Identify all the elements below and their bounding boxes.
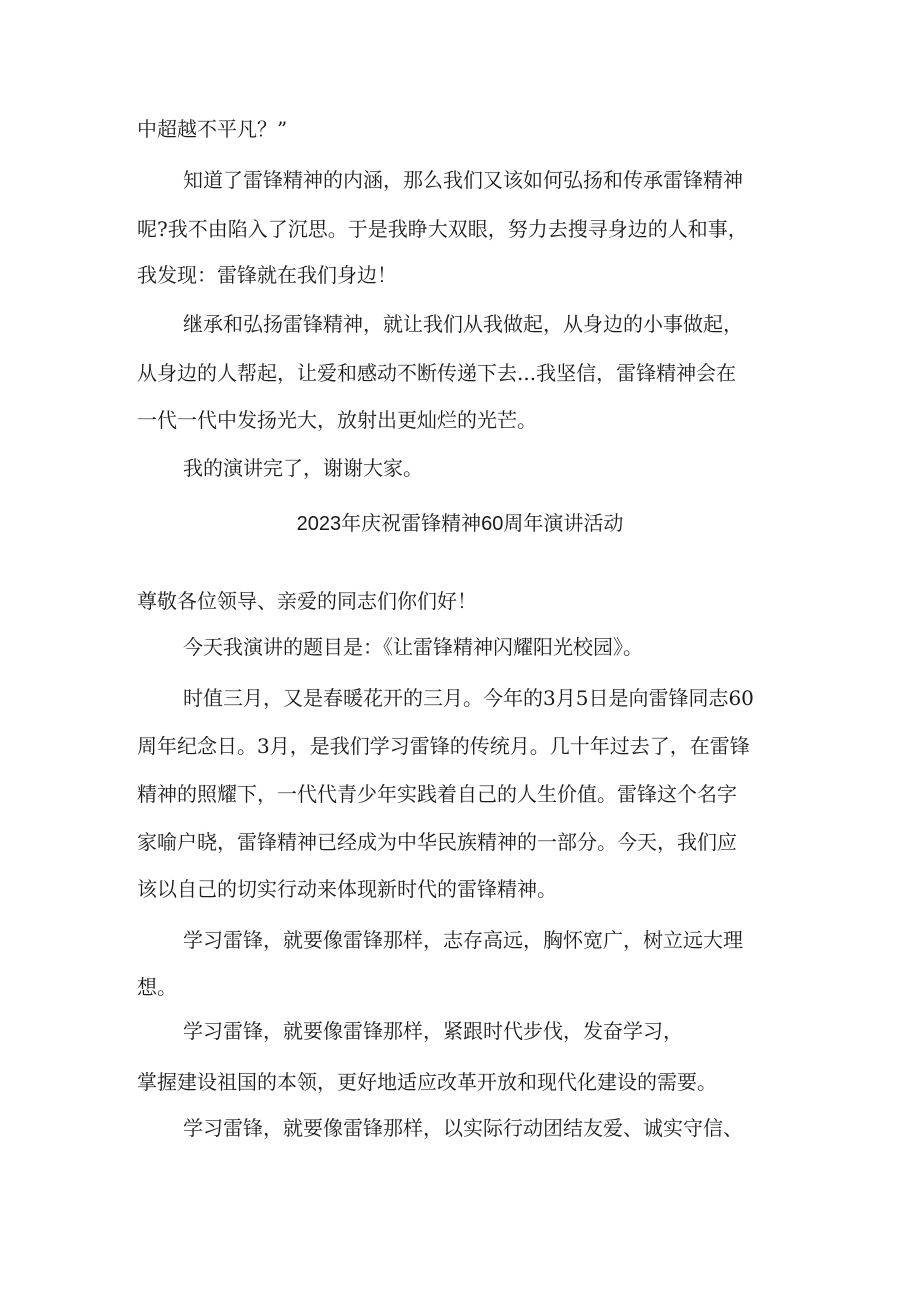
paragraph-line: 学习雷锋，就要像雷锋那样，紧跟时代步伐，发奋学习，: [183, 1019, 683, 1043]
paragraph-line: 一代一代中发扬光大，放射出更灿烂的光芒。: [137, 408, 537, 432]
paragraph-line: 想。: [137, 975, 177, 999]
paragraph-line: 今天我演讲的题目是：《让雷锋精神闪耀阳光校园》。: [183, 635, 643, 659]
paragraph-line: 家喻户晓，雷锋精神已经成为中华民族精神的一部分。今天，我们应: [137, 830, 737, 854]
paragraph-line: 从身边的人帮起，让爱和感动不断传递下去...我坚信，雷锋精神会在: [137, 361, 737, 385]
paragraph-line: 我发现：雷锋就在我们身边！: [137, 263, 397, 287]
paragraph-line: 中超越不平凡？”: [137, 117, 288, 141]
paragraph-line: 继承和弘扬雷锋精神，就让我们从我做起，从身边的小事做起，: [183, 312, 743, 336]
paragraph-line: 我的演讲完了，谢谢大家。: [183, 456, 423, 480]
paragraph-line: 掌握建设祖国的本领，更好地适应改革开放和现代化建设的需要。: [137, 1070, 717, 1094]
paragraph-line: 该以自己的切实行动来体现新时代的雷锋精神。: [137, 877, 557, 901]
paragraph-line: 精神的照耀下，一代代青少年实践着自己的人生价值。雷锋这个名字: [137, 782, 737, 806]
greeting-line: 尊敬各位领导、亲爱的同志们你们好！: [137, 589, 477, 613]
paragraph-line: 知道了雷锋精神的内涵，那么我们又该如何弘扬和传承雷锋精神: [183, 168, 743, 192]
section-heading: 2023年庆祝雷锋精神60周年演讲活动: [296, 513, 624, 535]
paragraph-line: 周年纪念日。3月，是我们学习雷锋的传统月。几十年过去了，在雷锋: [137, 734, 750, 758]
paragraph-line: 学习雷锋，就要像雷锋那样，志存高远，胸怀宽广，树立远大理: [183, 928, 743, 952]
paragraph-line: 呢?我不由陷入了沉思。于是我睁大双眼，努力去搜寻身边的人和事，: [137, 217, 748, 241]
paragraph-line: 时值三月，又是春暖花开的三月。今年的3月5日是向雷锋同志60: [183, 686, 754, 710]
paragraph-line: 学习雷锋，就要像雷锋那样，以实际行动团结友爱、诚实守信、: [183, 1116, 743, 1140]
